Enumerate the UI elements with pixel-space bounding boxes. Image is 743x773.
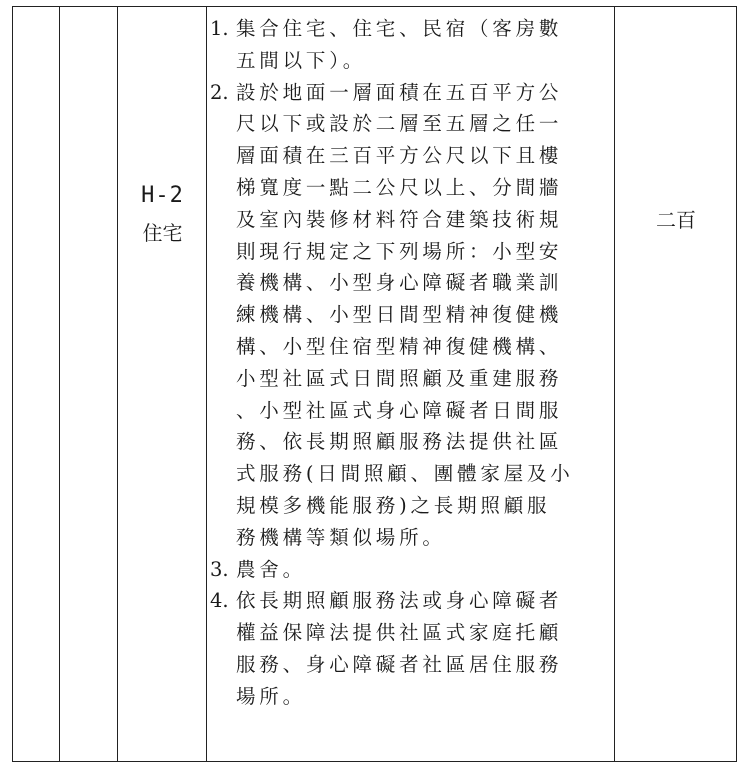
text-line: 練機構、小型日間型精神復健機 (236, 303, 563, 327)
list-item (210, 77, 610, 554)
limit-cell: 二百 (656, 208, 696, 232)
list-item-number: 4. (210, 589, 229, 613)
list-item-number: 2. (210, 80, 229, 104)
column-divider (614, 7, 615, 761)
text-line: 小型社區式日間照顧及重建服務 (236, 366, 563, 390)
text-line: 設於地面一層面積在五百平方公 (236, 80, 563, 104)
category-name: 住宅 (142, 221, 183, 245)
text-line: 梯寬度一點二公尺以上、分間牆 (236, 175, 563, 199)
category-code: H-2 (141, 183, 184, 208)
list-item-text (236, 13, 610, 77)
text-line: 構、小型住宿型精神復健機構、 (236, 334, 563, 358)
text-line: 尺以下或設於二層至五層之任一 (236, 112, 563, 136)
column-divider (206, 7, 207, 761)
list-item (210, 554, 610, 586)
text-line: 規模多機能服務)之長期照顧服 (236, 493, 551, 517)
list-item-number: 1. (210, 17, 229, 40)
text-line: 服務、身心障礙者社區居住服務 (236, 652, 563, 676)
text-line: 則現行規定之下列場所：小型安 (236, 239, 563, 263)
text-line: 及室內裝修材料符合建築技術規 (236, 207, 563, 231)
text-line: 集合住宅、住宅、民宿（客房數 (236, 17, 563, 40)
text-line: 農舍。 (236, 557, 306, 581)
text-line: 式服務(日間照顧、團體家屋及小 (236, 462, 574, 486)
list-item-number: 3. (210, 557, 229, 581)
text-line: 五間以下）。 (236, 48, 367, 72)
list-item (210, 585, 610, 712)
list-item-text (236, 585, 610, 712)
text-line: 場所。 (236, 684, 306, 708)
text-line: 依長期照顧服務法或身心障礙者 (236, 589, 563, 613)
column-divider (117, 7, 118, 761)
text-line: 權益保障法提供社區式家庭托顧 (236, 621, 563, 645)
text-line: 務機構等類似場所。 (236, 525, 446, 549)
category-code-cell (119, 183, 206, 247)
list-item (210, 13, 610, 77)
text-line: 務、依長期照顧服務法提供社區 (236, 430, 563, 454)
list-item-text (236, 77, 610, 554)
list-item-text (236, 554, 610, 586)
description-cell (210, 13, 610, 713)
regulation-table (12, 6, 737, 762)
text-line: 層面積在三百平方公尺以下且樓 (236, 144, 563, 168)
text-line: 、小型社區式身心障礙者日間服 (236, 398, 563, 422)
column-divider (59, 7, 60, 761)
text-line: 養機構、小型身心障礙者職業訓 (236, 271, 563, 295)
